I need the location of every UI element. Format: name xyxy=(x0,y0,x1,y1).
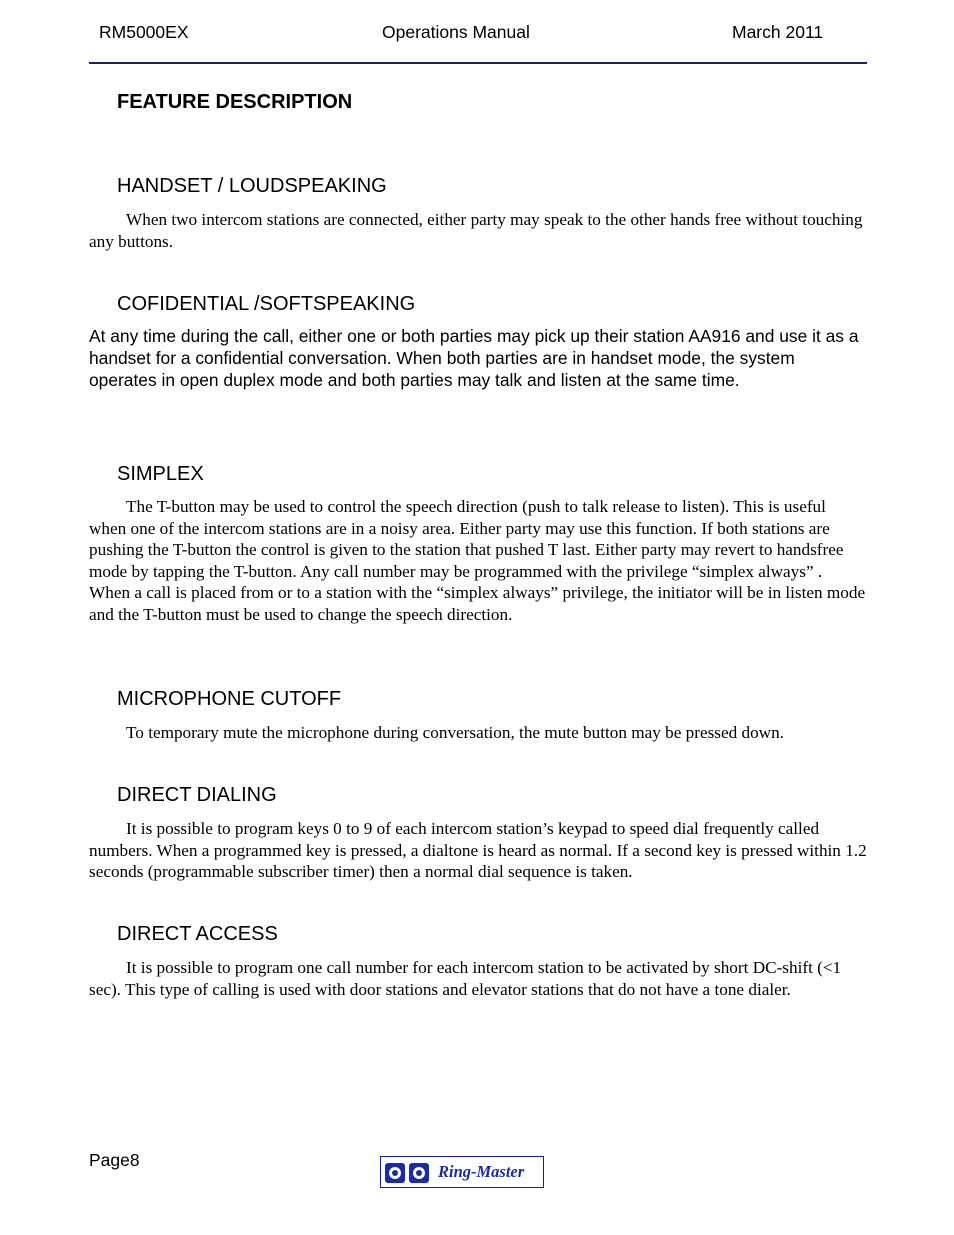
page-title: FEATURE DESCRIPTION xyxy=(117,91,353,113)
section-title-simplex: SIMPLEX xyxy=(117,463,204,485)
header-date: March 2011 xyxy=(732,22,824,42)
section-title-confidential: COFIDENTIAL /SOFTSPEAKING xyxy=(117,293,416,315)
section-title-handset: HANDSET / LOUDSPEAKING xyxy=(117,175,387,197)
ring-icon xyxy=(409,1163,429,1183)
section-title-direct-access: DIRECT ACCESS xyxy=(117,923,278,945)
section-title-direct-dialing: DIRECT DIALING xyxy=(117,784,277,806)
section-title-microphone: MICROPHONE CUTOFF xyxy=(117,688,342,710)
header-doc-title: Operations Manual xyxy=(382,22,530,42)
section-body-handset: When two intercom stations are connected, either party may speak to the other hands free without touching any buttons. xyxy=(89,210,863,251)
header-divider xyxy=(89,62,867,64)
page-number: Page8 xyxy=(89,1150,140,1170)
section-body-confidential: At any time during the call, either one or both parties may pick up their station AA916 and use it as a handset for a confidential conversation. When both parties are in handset mode, the system operates in open duplex mode and both parties may talk and listen at the same time. xyxy=(89,326,859,390)
logo-text: Ring-Master xyxy=(438,1162,525,1181)
ring-icon xyxy=(385,1163,405,1183)
ring-master-logo xyxy=(380,1156,544,1188)
section-body-simplex: The T-button may be used to control the speech direction (push to talk release to listen). This is useful when one of the intercom stations are in a noisy area. Either party may use this function. If both stations are pushing the T-button the control is given to the station that pushed T last. Either party may revert to handsfree mode by tapping the T-button. Any call number may be programmed with the privilege “simplex always” . When a call is placed from or to a station with the “simplex always” privilege, the initiator will be in listen mode and the T-button must be used to change the speech direction. xyxy=(89,497,866,624)
section-body-direct-access: It is possible to program one call number for each intercom station to be activated by short DC-shift (<1 sec). This type of calling is used with door stations and elevator stations that do not have a tone dialer. xyxy=(89,958,842,999)
section-body-direct-dialing: It is possible to program keys 0 to 9 of each intercom station’s keypad to speed dial frequently called numbers. When a programmed key is pressed, a dialtone is heard as normal. If a second key is pressed within 1.2 seconds (programmable subscriber timer) then a normal dial sequence is taken. xyxy=(89,819,867,882)
header-model: RM5000EX xyxy=(99,22,189,42)
section-body-microphone: To temporary mute the microphone during conversation, the mute button may be pressed down. xyxy=(126,723,784,742)
